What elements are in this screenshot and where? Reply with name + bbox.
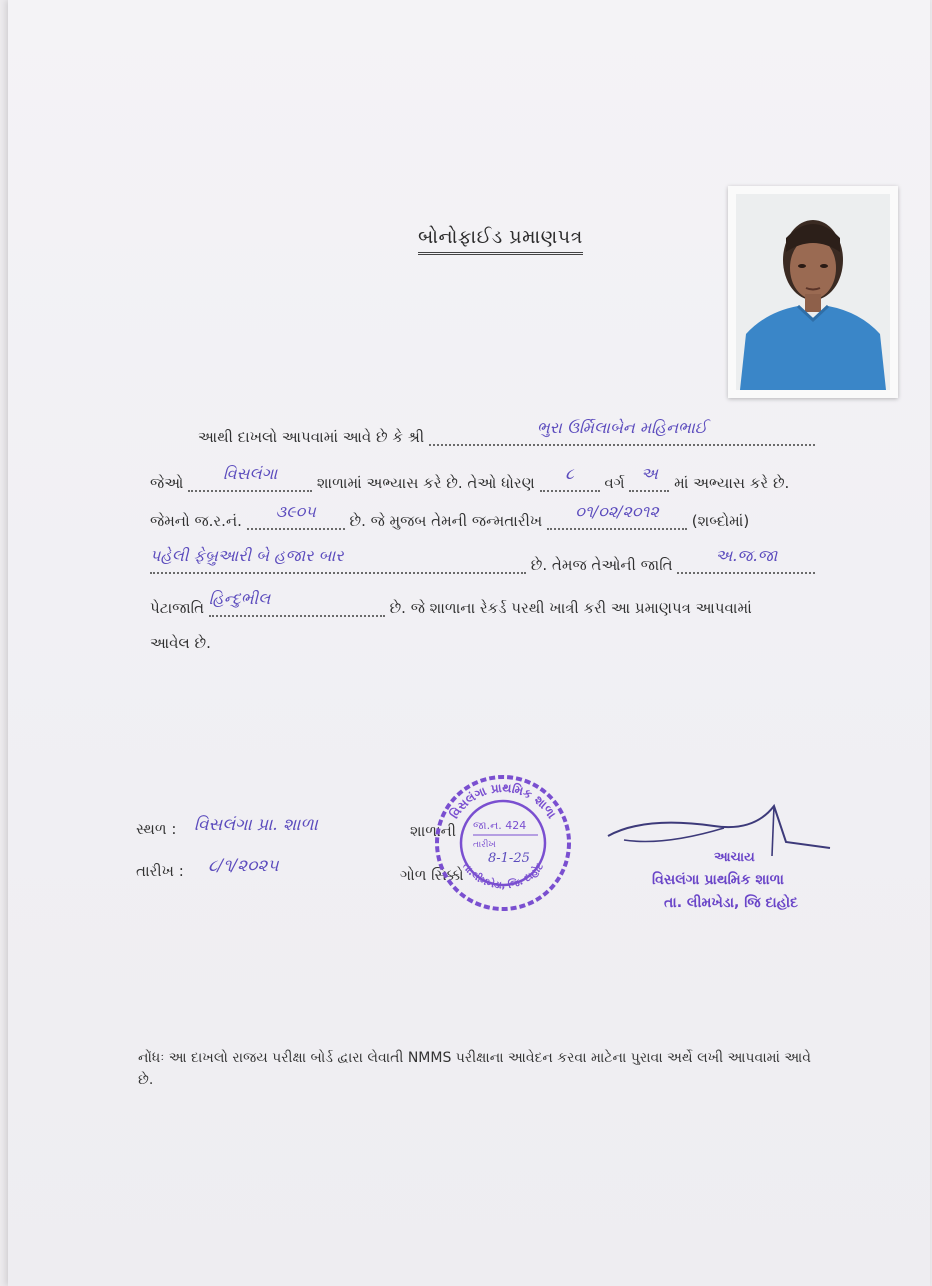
note-text: નોંધઃ આ દાખલો રાજય પરીક્ષા બોર્ડ દ્વારા લેવાતી NMMS પરીક્ષાના આવેદન કરવા માટેના પુરાવા અર્થે લખી આપવામાં આવે છે. (138, 1050, 811, 1088)
student-photo-image (736, 194, 890, 390)
stamp-bottom-text: તા.લીમખેડા, જિ. દાહોદ (459, 861, 546, 892)
certificate-paper (8, 0, 930, 1286)
line-2 (150, 464, 790, 492)
subcaste-field (208, 589, 385, 617)
school-handwritten: વિસલંગા (222, 464, 278, 483)
dob-value: ૦૧/૦૨/૨૦૧૨ (575, 502, 659, 521)
school-seal-label: શાળાની (410, 822, 457, 840)
signatory-school: વિસલંગા પ્રાથમિક શાળા (652, 872, 784, 888)
stamp-date-label: તારીખ (473, 840, 496, 850)
standard-value: ૮ (565, 464, 574, 483)
line1-prefix: આથી દાખલો આપવામાં આવે છે કે શ્રી (198, 428, 425, 446)
line3-mid: છે. જે મુજબ તેમની જન્મતારીખ (349, 512, 543, 530)
line4-mid: છે. તેમજ તેઓની જાતિ (530, 556, 673, 574)
line-6: આવેલ છે. (150, 634, 211, 652)
round-seal-label: ગોળ સિક્કો (400, 866, 464, 884)
dob-words-field (150, 546, 526, 574)
dob-words: પહેલી ફેબ્રુઆરી બે હજાર બાર (150, 546, 344, 565)
student-photo (728, 186, 898, 398)
line2-mid: શાળામાં અભ્યાસ કરે છે. તેઓ ધોરણ (316, 474, 535, 492)
place-label: સ્થળ : (136, 820, 177, 838)
caste-value: અ.જ.જા (715, 546, 778, 565)
subcaste-value: હિન્દુભીલ (208, 589, 271, 608)
school-field (188, 464, 312, 492)
date-label: તારીખ : (136, 862, 184, 880)
stamp-date: 8-1-25 (488, 851, 530, 866)
division-field (629, 464, 669, 492)
subcaste-label: પેટાજાતિ (150, 599, 205, 617)
line-1 (198, 418, 815, 446)
standard-field (540, 464, 600, 492)
division-value: અ (640, 464, 658, 483)
line2-prefix: જેઓ (150, 474, 184, 492)
caste-field (677, 546, 815, 574)
certificate-title: બોનોફાઈડ પ્રમાણપત્ર (418, 226, 583, 255)
words-label: (શબ્દોમાં) (691, 512, 750, 530)
gr-number: ૩૯૦૫ (275, 502, 316, 521)
stamp-outer-text: વિસલંગા પ્રાથમિક શાળા (447, 780, 559, 822)
student-name-field (429, 418, 815, 446)
line2-suffix: માં અભ્યાસ કરે છે. (674, 474, 790, 492)
gr-field (247, 502, 345, 530)
place-value: વિસલંગા પ્રા. શાળા (194, 815, 318, 835)
round-school-stamp (428, 765, 578, 915)
line-3 (150, 502, 750, 530)
student-name: ભુરા ઉર્મિલાબેન મહિનભાઈ (536, 418, 708, 437)
date-value: ૮/૧/૨૦૨૫ (208, 856, 279, 876)
dob-field (547, 502, 687, 530)
gr-label: જેમનો જ.ર.નં. (150, 512, 242, 530)
division-label: વર્ગ (604, 474, 625, 492)
line5-suffix: છે. જે શાળાના રેકર્ડ પરથી ખાત્રી કરી આ પ્રમાણપત્ર આપવામાં (389, 599, 752, 617)
signatory-title: આચાય (714, 850, 755, 865)
line-4 (150, 546, 815, 574)
line-5 (150, 589, 752, 617)
stamp-number: જા.ન. 424 (473, 819, 527, 832)
signatory-place: તા. લીમખેડા, જિ દાહોદ (664, 895, 799, 911)
